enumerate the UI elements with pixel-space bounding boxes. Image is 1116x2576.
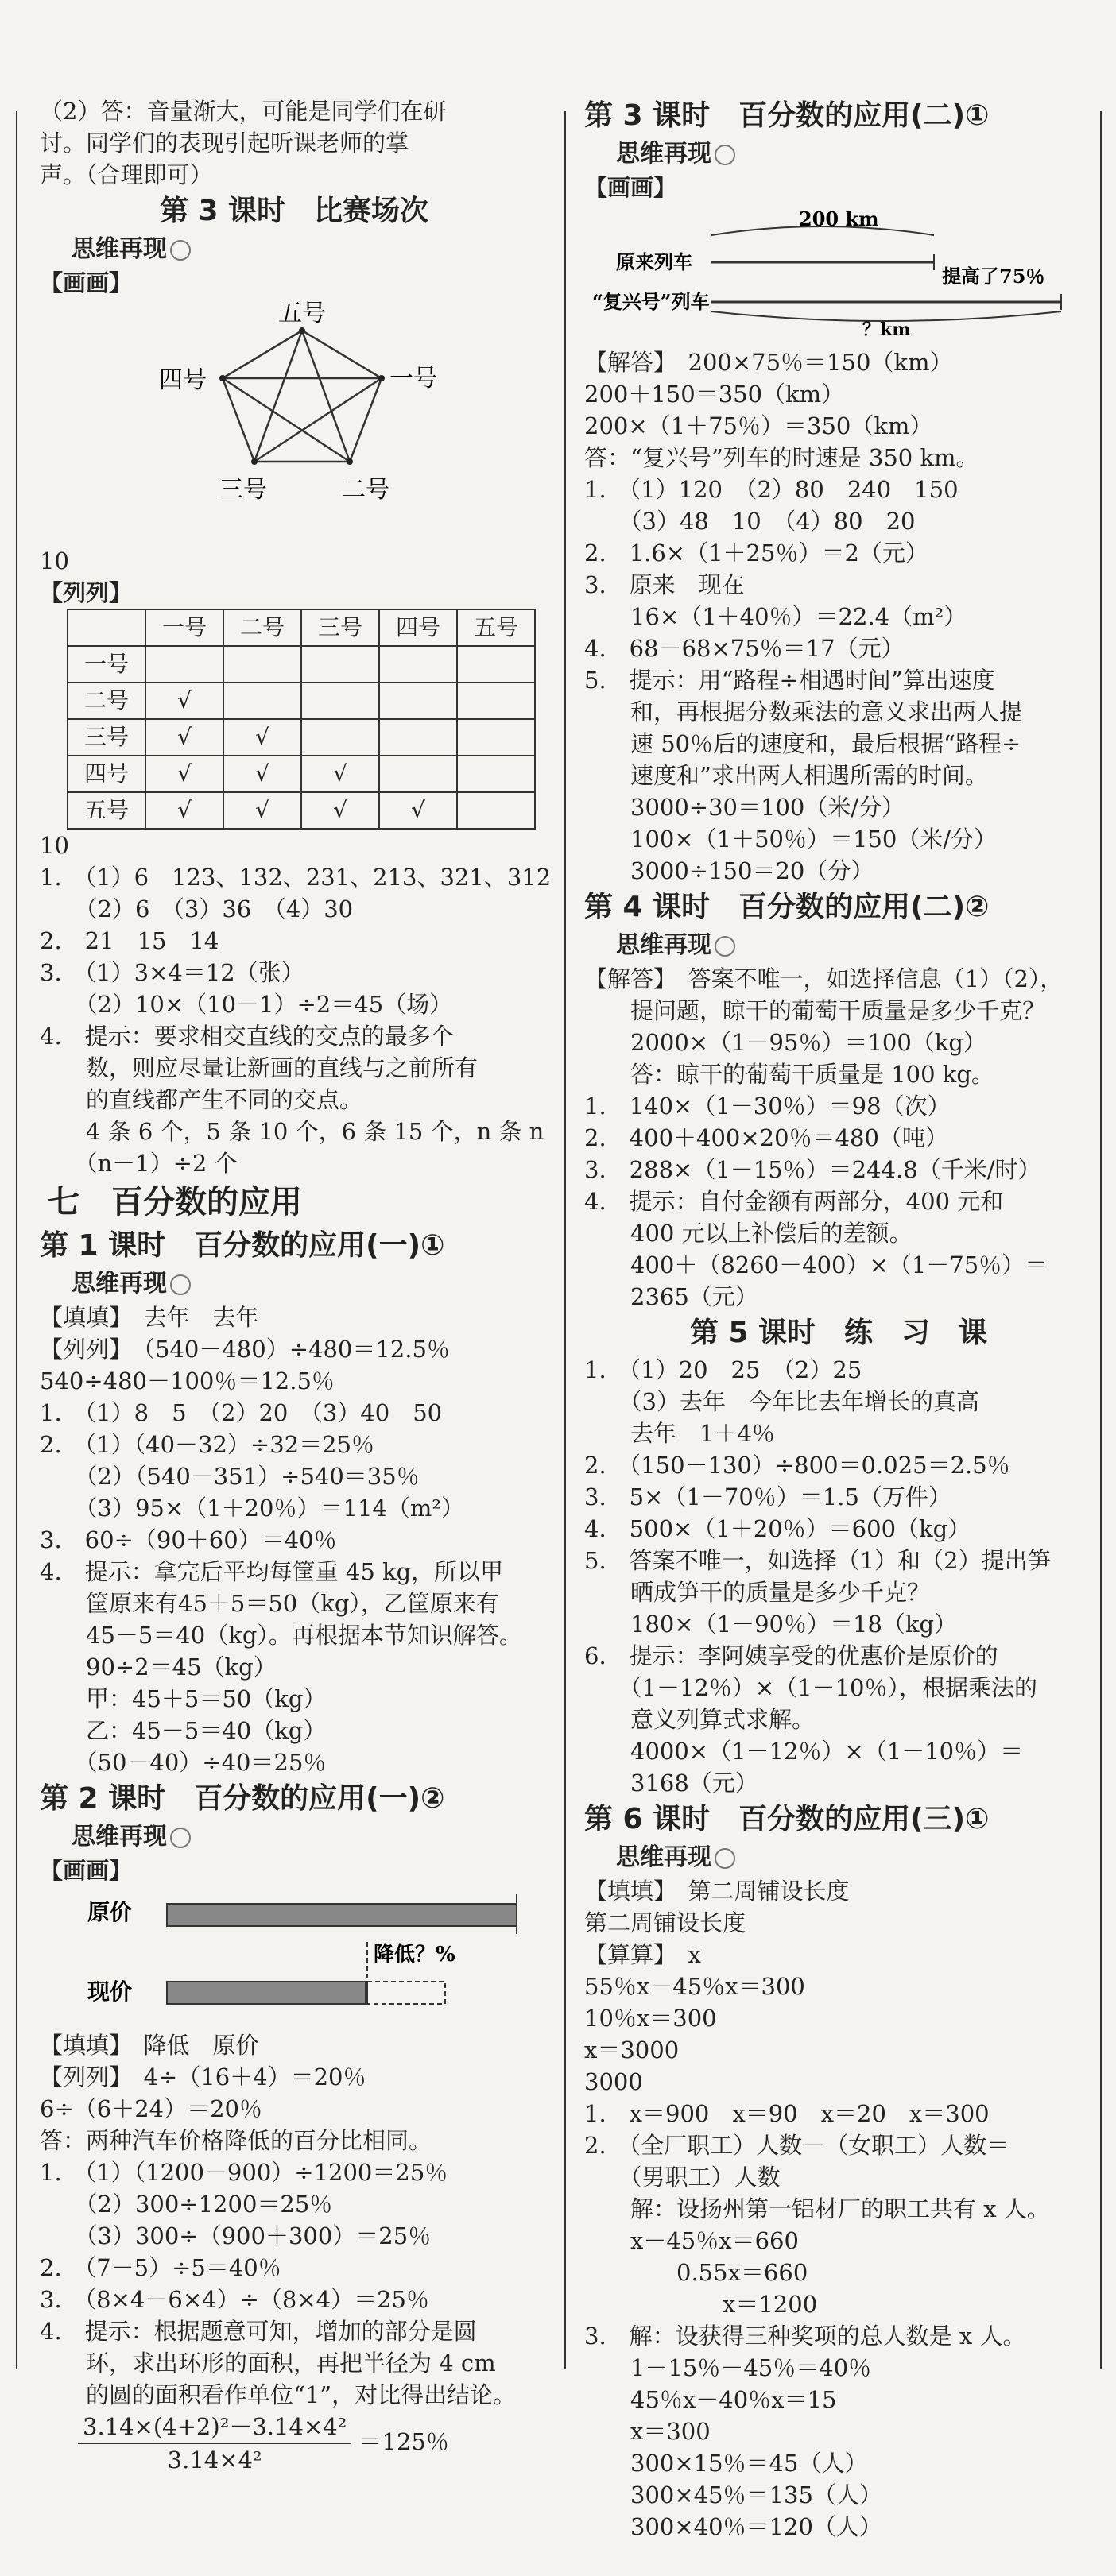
answer-line: 6÷（6＋24）＝20％	[40, 2095, 263, 2122]
table-cell	[457, 683, 535, 719]
answer-line: 16×（1＋40％）＝22.4（m²）	[584, 603, 967, 630]
table-cell	[223, 683, 301, 719]
answer-line: 300×40％＝120（人）	[584, 2513, 882, 2540]
section-think-heading: 思维再现	[40, 232, 548, 267]
answer-line: 2. （150－130）÷800＝0.025＝2.5％	[584, 1452, 1010, 1479]
answer-line: （2）6 （3）36 （4）30	[40, 895, 354, 922]
section-think-heading: 思维再现	[584, 137, 1093, 172]
bulb-icon	[170, 1828, 191, 1848]
bar-label-now: 现价	[87, 1978, 133, 2005]
table-row	[68, 719, 535, 756]
answer-line: （n－1）÷2 个	[40, 1150, 238, 1177]
table-cell	[301, 683, 379, 719]
answer-line: 45－5＝40（kg）。再根据本节知识解答。	[40, 1622, 522, 1649]
lesson3-answers	[584, 346, 1093, 887]
list-tag: 【列列】	[40, 579, 133, 606]
table-cell	[379, 719, 457, 756]
table-cell: 四号	[379, 609, 457, 646]
fraction-numerator: 3.14×(4+2)²－3.14×4²	[78, 2411, 351, 2444]
table-row	[68, 646, 535, 683]
answer-line: 55％x－45％x＝300	[584, 1973, 805, 2000]
answer-line: 答：“复兴号”列车的时速是 350 km。	[584, 444, 979, 471]
answer-line: 2. 1.6×（1＋25％）＝2（元）	[584, 540, 928, 567]
vertex-label-2: 二号	[342, 476, 389, 504]
answer-line: 解：设扬州第一铝材厂的职工共有 x 人。	[584, 2195, 1050, 2222]
answer-line: 400＋（8260－400）×（1－75％）＝	[584, 1251, 1048, 1278]
answer-line: 晒成笋干的质量是多少千克？	[584, 1579, 931, 1606]
bar-label-original: 原价	[87, 1899, 133, 1925]
section-think-heading: 思维再现	[584, 928, 1093, 963]
table-header-row	[68, 609, 535, 646]
answer-line: 声。（合理即可）	[40, 161, 213, 188]
answer-line: 4. 提示：要求相交直线的交点的最多个	[40, 1023, 454, 1050]
answer-line: 2. 21 15 14	[40, 927, 219, 954]
answer-line: 2. （1）（40－32）÷32＝25％	[40, 1431, 375, 1458]
answer-line: 去年 1＋4％	[584, 1420, 775, 1447]
answer-count: 10	[40, 547, 69, 574]
table-cell	[301, 719, 379, 756]
answer-line: 【列列】 4÷（16＋4）＝20％	[40, 2064, 366, 2091]
answer-line: 意义列算式求解。	[584, 1706, 816, 1733]
answer-line: 答：两种汽车价格降低的百分比相同。	[40, 2127, 432, 2154]
answer-line: 1－15％－45％＝40％	[584, 2354, 872, 2381]
answer-line: 90÷2＝45（kg）	[40, 1654, 277, 1681]
answer-line: 第二周铺设长度	[584, 1909, 746, 1936]
answer-line: 3000	[584, 2068, 643, 2095]
answer-line: x＝300	[584, 2418, 711, 2445]
answer-line: （1－12％）×（1－10％），根据乘法的	[584, 1674, 1038, 1701]
lesson-title: 第 5 课时 练 习 课	[689, 1317, 988, 1349]
table-cell	[145, 646, 223, 683]
table-cell	[301, 646, 379, 683]
table-cell: 一号	[145, 609, 223, 646]
answer-line: （2）答：音量渐大，可能是同学们在研	[40, 98, 447, 125]
answer-count: 10	[40, 832, 69, 859]
vertex-label-3: 三号	[219, 476, 267, 504]
right-column	[584, 95, 1093, 2543]
answer-line: 4. 提示：拿完后平均每筐重 45 kg，所以甲	[40, 1558, 504, 1585]
bulb-icon	[715, 145, 735, 165]
answer-line: 200×（1＋75％）＝350（km）	[584, 412, 933, 439]
answer-line: 4000×（1－12％）×（1－10％）＝	[584, 1738, 1024, 1765]
answer-line: （3）去年 今年比去年增长的真高	[584, 1388, 979, 1415]
answer-line: 2365（元）	[584, 1283, 758, 1310]
table-cell: √	[223, 792, 301, 829]
answer-line: 180×（1－90％）＝18（kg）	[584, 1611, 958, 1638]
answer-line: 3. 原来 现在	[584, 571, 745, 598]
table-cell: √	[301, 756, 379, 792]
answer-line: 乙：45－5＝40（kg）	[40, 1717, 327, 1744]
table-cell: √	[223, 719, 301, 756]
answer-line: 和，再根据分数乘法的意义求出两人提	[584, 698, 1023, 725]
table-cell: √	[379, 792, 457, 829]
answer-line: 4. 68－68×75％＝17（元）	[584, 635, 905, 662]
draw-tag: 【画画】	[584, 174, 677, 201]
table-cell	[379, 646, 457, 683]
answer-line: 3. （1）3×4＝12（张）	[40, 959, 304, 986]
table-cell: 五号	[457, 609, 535, 646]
answer-line: 540÷480－100％＝12.5％	[40, 1367, 335, 1394]
fraction-formula	[40, 2411, 548, 2476]
lesson-title: 第 1 课时 百分数的应用(一)①	[40, 1229, 445, 1262]
table-cell	[457, 719, 535, 756]
center-column-rule	[564, 111, 566, 2369]
price-bar-diagram	[40, 1886, 548, 2021]
vertex-label-1: 一号	[389, 365, 437, 393]
answer-line: 【列列】 （540－480）÷480＝12.5％	[40, 1336, 450, 1363]
answer-line: 4. 500×（1＋20％）＝600（kg）	[584, 1515, 971, 1542]
bulb-icon	[715, 1848, 735, 1869]
answer-line: 【填填】 第二周铺设长度	[584, 1878, 850, 1905]
answer-line: 300×15％＝45（人）	[584, 2450, 868, 2477]
answer-line: 提问题，晾干的葡萄干质量是多少千克？	[584, 997, 1046, 1024]
answer-line: 【解答】 200×75％＝150（km）	[584, 349, 953, 376]
table-cell	[223, 646, 301, 683]
exercise-list	[40, 861, 552, 1179]
answer-line: 1. （1）（1200－900）÷1200＝25％	[40, 2159, 448, 2186]
section-think-heading: 思维再现	[40, 1267, 548, 1302]
answer-line: 【算算】 x	[584, 1941, 701, 1968]
table-cell: √	[145, 683, 223, 719]
answer-line: （2）10×（10－1）÷2＝45（场）	[40, 991, 453, 1018]
answer-line: 3168（元）	[584, 1770, 758, 1797]
answer-line: x＝3000	[584, 2036, 680, 2064]
answer-line: 3. 60÷（90＋60）＝40％	[40, 1526, 337, 1553]
lesson-title: 第 3 课时 百分数的应用(二)①	[584, 99, 990, 132]
table-cell	[68, 609, 145, 646]
vertex-label-5: 五号	[278, 300, 326, 327]
answer-line: 1. （1）6 123、132、231、213、321、312	[40, 864, 552, 891]
table-cell	[379, 683, 457, 719]
bulb-icon	[170, 240, 191, 261]
answer-line: 0.55x＝660	[584, 2259, 808, 2286]
vertex-label-4: 四号	[159, 366, 207, 394]
table-cell	[457, 756, 535, 792]
answer-line: 环，求出环形的面积，再把半径为 4 cm	[40, 2350, 496, 2377]
answer-line: 2000×（1－95％）＝100（kg）	[584, 1029, 986, 1056]
answer-line: 甲：45＋5＝50（kg）	[40, 1685, 327, 1712]
table-cell: √	[301, 792, 379, 829]
increase-label: 提高了75％	[942, 265, 1045, 288]
left-column	[40, 95, 552, 2476]
answer-line: 的直线都产生不同的交点。	[40, 1086, 363, 1113]
answer-line: 4. 提示：自付金额有两部分，400 元和	[584, 1188, 1004, 1215]
bar-label-drop: 降低？%	[374, 1943, 455, 1967]
answer-line: 2. （7－5）÷5＝40％	[40, 2254, 281, 2281]
table-cell: 三号	[68, 719, 145, 756]
unknown-distance-label: ？km	[862, 319, 911, 338]
answer-line: 6. 提示：李阿姨享受的优惠价是原价的	[584, 1642, 998, 1669]
chapter-title: 七 百分数的应用	[48, 1184, 302, 1220]
answer-line: 【填填】 去年 去年	[40, 1304, 259, 1331]
lesson1-answers	[40, 1302, 548, 1778]
answer-line: 45％x－40％x＝15	[584, 2386, 837, 2413]
distance-label: 200 km	[799, 207, 879, 230]
lesson5-answers	[584, 1354, 1093, 1799]
answer-line: 速 50％后的速度和，最后根据“路程÷	[584, 730, 1021, 757]
answer-line: x－45％x＝660	[584, 2227, 799, 2254]
lesson2-answers	[40, 2029, 548, 2411]
train-speed-diagram	[584, 203, 1093, 338]
pentagon-diagram	[40, 299, 548, 537]
answer-line: 1. （1）8 5 （2）20 （3）40 50	[40, 1399, 443, 1426]
answer-line: 【解答】 答案不唯一，如选择信息（1）（2），	[584, 965, 1064, 992]
lesson4-answers	[584, 963, 1093, 1313]
right-margin-rule	[1100, 111, 1102, 2369]
table-cell: √	[145, 792, 223, 829]
answer-line: 200＋150＝350（km）	[584, 381, 845, 408]
table-cell: √	[223, 756, 301, 792]
answer-line: （3）48 10 （4）80 20	[584, 508, 916, 535]
answer-line: 10％x＝300	[584, 2005, 717, 2032]
answer-line: （3）95×（1＋20％）＝114（m²）	[40, 1495, 464, 1522]
table-cell: 四号	[68, 756, 145, 792]
answer-line: 讨。同学们的表现引起听课老师的掌	[40, 130, 409, 157]
answer-line: （3）300÷（900＋300）＝25％	[40, 2222, 432, 2249]
answer-line: 300×45％＝135（人）	[584, 2481, 882, 2508]
lesson-title: 第 4 课时 百分数的应用(二)②	[584, 891, 990, 923]
answer-line: 3. 解：设获得三种奖项的总人数是 x 人。	[584, 2323, 1026, 2350]
table-cell: 二号	[223, 609, 301, 646]
answer-line: 1. （1）120 （2）80 240 150	[584, 476, 959, 503]
table-row	[68, 756, 535, 792]
answer-line: 的圆的面积看作单位“1”，对比得出结论。	[40, 2381, 517, 2408]
match-table	[67, 609, 536, 830]
answer-line: 3000÷150＝20（分）	[584, 857, 874, 884]
lesson-title: 第 6 课时 百分数的应用(三)①	[584, 1803, 990, 1835]
answer-line: 1. （1）20 25 （2）25	[584, 1356, 862, 1383]
answer-line: 400 元以上补偿后的差额。	[584, 1220, 913, 1247]
table-cell: √	[145, 719, 223, 756]
answer-line: （2）（540－351）÷540＝35％	[40, 1463, 420, 1490]
table-cell: 二号	[68, 683, 145, 719]
answer-line: 100×（1＋50％）＝150（米/分）	[584, 826, 998, 853]
answer-line: 1. 140×（1－30％）＝98（次）	[584, 1093, 951, 1120]
fraction-denominator: 3.14×4²	[167, 2446, 262, 2474]
draw-tag: 【画画】	[40, 269, 133, 296]
table-cell: √	[145, 756, 223, 792]
answer-line: 5. 提示：用“路程÷相遇时间”算出速度	[584, 667, 995, 694]
answer-line: 速度和”求出两人相遇所需的时间。	[584, 762, 988, 789]
answer-line: 2. 400＋400×20％＝480（吨）	[584, 1124, 948, 1151]
table-cell	[457, 792, 535, 829]
answer-line: （男职工）人数	[584, 2164, 781, 2191]
left-margin-rule	[16, 111, 17, 2369]
section-think-heading: 思维再现	[584, 1840, 1093, 1875]
table-cell: 一号	[68, 646, 145, 683]
intro-answer	[40, 95, 548, 191]
answer-line: 1. x＝900 x＝90 x＝20 x＝300	[584, 2100, 990, 2127]
table-cell	[457, 646, 535, 683]
answer-line: 数，则应尽量让新画的直线与之前所有	[40, 1054, 479, 1081]
answer-line: 4 条 6 个，5 条 10 个，6 条 15 个，n 条 n	[40, 1118, 544, 1145]
lesson-title: 第 2 课时 百分数的应用(一)②	[40, 1782, 445, 1815]
answer-line: （2）300÷1200＝25％	[40, 2191, 333, 2218]
train-label-fuxing: “复兴号”列车	[592, 290, 710, 313]
table-row	[68, 683, 535, 719]
bulb-icon	[715, 936, 735, 957]
answer-line: 4. 提示：根据题意可知，增加的部分是圆	[40, 2318, 477, 2345]
answer-line: 3. 5×（1－70％）＝1.5（万件）	[584, 1483, 951, 1510]
answer-line: 【填填】 降低 原价	[40, 2032, 259, 2059]
answer-line: 答：晾干的葡萄干质量是 100 kg。	[584, 1061, 994, 1088]
answer-line: 3. 288×（1－15％）＝244.8（千米/时）	[584, 1156, 1041, 1183]
answer-line: 5. 答案不唯一，如选择（1）和（2）提出笋	[584, 1547, 1051, 1574]
lesson-title: 第 3 课时 比赛场次	[159, 195, 429, 227]
answer-line: 2. （全厂职工）人数－（女职工）人数＝	[584, 2132, 1010, 2159]
fraction-result: ＝125％	[358, 2428, 449, 2455]
answer-line: （50－40）÷40＝25％	[40, 1749, 327, 1776]
answer-line: 3. （8×4－6×4）÷（8×4）＝25％	[40, 2286, 429, 2313]
section-think-heading: 思维再现	[40, 1820, 548, 1855]
table-cell: 三号	[301, 609, 379, 646]
draw-tag: 【画画】	[40, 1857, 133, 1884]
answer-line: 筐原来有45＋5＝50（kg），乙筐原来有	[40, 1590, 499, 1617]
answer-line: x＝1200	[584, 2291, 818, 2318]
table-cell	[379, 756, 457, 792]
answer-line: 3000÷30＝100（米/分）	[584, 794, 905, 821]
lesson6-answers	[584, 1875, 1093, 2543]
bulb-icon	[170, 1274, 191, 1295]
table-row	[68, 792, 535, 829]
train-label-original: 原来列车	[616, 250, 692, 273]
table-cell: 五号	[68, 792, 145, 829]
